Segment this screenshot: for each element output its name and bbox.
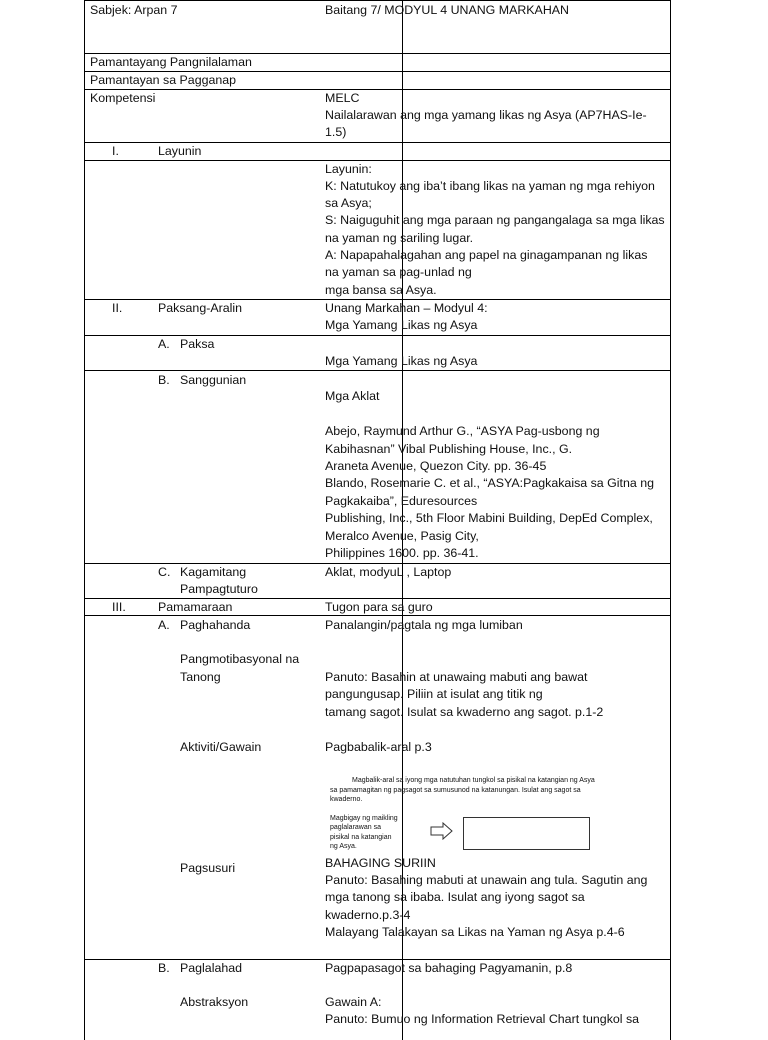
lesson-plan-table (84, 0, 671, 1040)
layunin-label: Layunin (158, 144, 202, 158)
kagamitan-label: Pampagtuturo (180, 582, 258, 596)
layunin-text: A: Napapahalagahan ang papel na ginagampanan ng likas (325, 248, 648, 262)
kompetensi-label: Kompetensi (90, 91, 156, 105)
paghahanda-value: Panalangin/pagtala ng mga lumiban (325, 618, 523, 632)
kagamitan-value: Aklat, modyuL , Laptop (325, 565, 452, 579)
subsection-letter: C. (158, 565, 171, 579)
pamamaraan-value: Tugon para sa guro (325, 600, 433, 614)
sanggunian-text: Philippines 1600. pp. 36-41. (325, 546, 479, 560)
panuto-text: tamang sagot. Isulat sa kwaderno ang sagot. p.1-2 (325, 705, 604, 719)
sanggunian-text: Mga Aklat (325, 389, 380, 403)
paksa-label: Paksa (180, 337, 215, 351)
figure-instruction: sa pamamagitan ng pagsagot sa sumusunod na katanungan. Isulat ang sagot sa (330, 787, 581, 794)
layunin-text: K: Natutukoy ang iba’t ibang likas na yaman ng mga rehiyon (325, 179, 655, 193)
layunin-text: S: Naiguguhit ang mga paraan ng pangangalaga sa mga likas (325, 213, 665, 227)
answer-box (463, 817, 590, 850)
layunin-text: mga bansa sa Asya. (325, 283, 437, 297)
pamantayang-pangnilalaman-label: Pamantayang Pangnilalaman (90, 55, 252, 69)
melc-text: Nailalarawan ang mga yamang likas ng Asya (AP7HAS-Ie- (325, 108, 647, 122)
subsection-letter: B. (158, 373, 170, 387)
subsection-letter: A. (158, 618, 170, 632)
aktiviti-label: Aktiviti/Gawain (180, 740, 262, 754)
paksang-aralin-label: Paksang-Aralin (158, 301, 243, 315)
grade-module-label: Baitang 7/ MODYUL 4 UNANG MARKAHAN (325, 3, 569, 17)
paksa-value: Mga Yamang Likas ng Asya (325, 354, 478, 368)
abstraksyon-text: Gawain A: (325, 995, 382, 1009)
aktiviti-value: Pagbabalik-aral p.3 (325, 740, 432, 754)
figure-instruction: Magbalik-aral sa iyong mga natutuhan tungkol sa pisikal na katangian ng Asya (352, 777, 595, 784)
kagamitan-label: Kagamitang (180, 565, 247, 579)
arrow-right-icon (430, 822, 454, 840)
subsection-letter: A. (158, 337, 170, 351)
pagsusuri-label: Pagsusuri (180, 861, 236, 875)
figure-prompt: Magbigay ng maikling (330, 815, 398, 822)
melc-label: MELC (325, 91, 360, 105)
pagsusuri-text: mga tanong sa ibaba. Isulat ang iyong sagot sa (325, 890, 585, 904)
section-number: I. (112, 144, 119, 158)
sanggunian-text: Kabihasnan” Vibal Publishing House, Inc., G. (325, 442, 573, 456)
abstraksyon-text: Panuto: Bumuo ng Information Retrieval Chart tungkol sa (325, 1012, 640, 1026)
layunin-text: na yaman sa pag-unlad ng (325, 265, 472, 279)
paksang-aralin-text: Unang Markahan – Modyul 4: (325, 301, 488, 315)
pagsusuri-text: kwaderno.p.3-4 (325, 908, 411, 922)
layunin-text: na yaman ng sariling lugar. (325, 231, 474, 245)
section-number: II. (112, 301, 123, 315)
table-left-border (84, 0, 85, 1040)
pamantayan-pagganap-label: Pamantayan sa Pagganap (90, 73, 237, 87)
paksang-aralin-text: Mga Yamang Likas ng Asya (325, 318, 478, 332)
pangmotibasyonal-label: Tanong (180, 670, 221, 684)
panuto-text: Panuto: Basahin at unawaing mabuti ang bawat (325, 670, 588, 684)
section-number: III. (112, 600, 126, 614)
sanggunian-text: Publishing, Inc., 5th Floor Mabini Building, DepEd Complex, (325, 511, 653, 525)
row-divider (84, 0, 671, 1)
layunin-text: sa Asya; (325, 196, 372, 210)
sanggunian-text: Meralco Avenue, Pasig City, (325, 529, 479, 543)
paghahanda-label: Paghahanda (180, 618, 251, 632)
subsection-letter: B. (158, 961, 170, 975)
pangmotibasyonal-label: Pangmotibasyonal na (180, 652, 300, 666)
sanggunian-label: Sanggunian (180, 373, 247, 387)
table-right-border (670, 0, 671, 1040)
figure-prompt: ng Asya. (330, 843, 357, 850)
sanggunian-text: Abejo, Raymund Arthur G., “ASYA Pag-usbong ng (325, 424, 600, 438)
pagsusuri-text: Panuto: Basahing mabuti at unawain ang tula. Sagutin ang (325, 873, 648, 887)
paglalahad-label: Paglalahad (180, 961, 243, 975)
sanggunian-text: Araneta Avenue, Quezon City. pp. 36-45 (325, 459, 547, 473)
layunin-text: Layunin: (325, 162, 372, 176)
figure-instruction: kwaderno. (330, 796, 363, 803)
figure-prompt: pisikal na katangian (330, 834, 392, 841)
figure-prompt: paglalarawan sa (330, 824, 381, 831)
pagsusuri-text: Malayang Talakayan sa Likas na Yaman ng Asya p.4-6 (325, 925, 625, 939)
pagsusuri-text: BAHAGING SURIIN (325, 856, 436, 870)
subject-label: Sabjek: Arpan 7 (90, 3, 178, 17)
sanggunian-text: Blando, Rosemarie C. et al., “ASYA:Pagkakaisa sa Gitna ng (325, 476, 654, 490)
melc-text: 1.5) (325, 125, 347, 139)
paglalahad-value: Pagpapasagot sa bahaging Pagyamanin, p.8 (325, 961, 573, 975)
panuto-text: pangungusap. Piliin at isulat ang titik ng (325, 687, 543, 701)
sanggunian-text: Pagkakaiba”, Eduresources (325, 494, 478, 508)
row-divider (84, 335, 671, 336)
pamamaraan-label: Pamamaraan (158, 600, 233, 614)
abstraksyon-label: Abstraksyon (180, 995, 249, 1009)
